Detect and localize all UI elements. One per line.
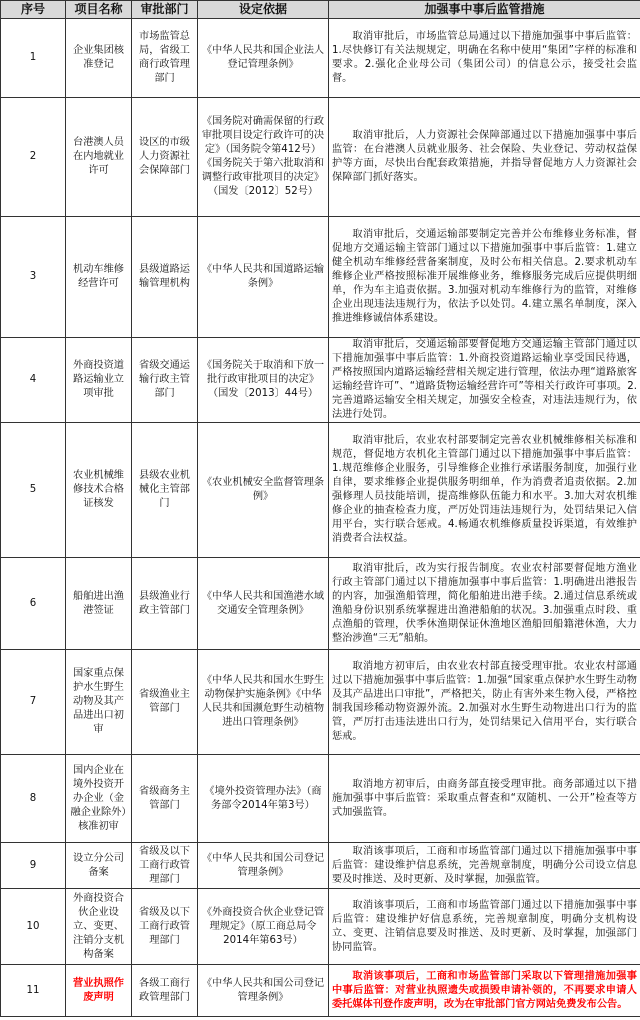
row-legal-basis: 《中华人民共和国公司登记管理条例》 [198, 843, 329, 889]
table-header-row [1, 1, 640, 19]
row-legal-basis: 《境外投资管理办法》（商务部令2014年第3号） [198, 755, 329, 843]
row-index: 1 [1, 19, 66, 98]
row-measures: 取消该事项后，工商和市场监管部门采取以下管理措施加强事中事后监管：对营业执照遗失或损毁申请补领的，不再要求申请人委托媒体刊登作废声明，改为在审批部门官方网站免费发布公告。 [329, 965, 640, 1017]
header-measures: 加强事中事后监管措施 [329, 1, 640, 19]
row-legal-basis: 《中华人民共和国水生野生动物保护实施条例》《中华人民共和国濒危野生动植物进出口管理条例》 [198, 650, 329, 755]
row-measures: 取消审批后，市场监管总局通过以下措施加强事中事后监管：1.尽快修订有关法规规定，明确在名称中使用“集团”字样的标准和要求。2.强化企业母公司（集团公司）的信息公示，接受社会监督。 [329, 19, 640, 98]
row-approval-dept: 省级商务主管部门 [132, 755, 198, 843]
row-measures: 取消审批后，人力资源社会保障部通过以下措施加强事中事后监管：在台港澳人员就业服务、社会保险、失业登记、劳动权益保护等方面，尽快出台配套政策措施，并指导督促地方人力资源社会保障部门抓好落实。 [329, 98, 640, 217]
row-index: 7 [1, 650, 66, 755]
row-legal-basis: 《国务院关于取消和下放一批行政审批项目的决定》（国发〔2013〕44号） [198, 338, 329, 423]
row-approval-dept: 市场监管总局，省级工商行政管理部门 [132, 19, 198, 98]
row-item-name: 外商投资道路运输业立项审批 [66, 338, 132, 423]
row-legal-basis: 《国务院对确需保留的行政审批项目设定行政许可的决定》（国务院令第412号）《国务院关于第六批取消和调整行政审批项目的决定》（国发〔2012〕52号） [198, 98, 329, 217]
row-index: 2 [1, 98, 66, 217]
row-approval-dept: 省级渔业主管部门 [132, 650, 198, 755]
row-measures: 取消地方初审后，由农业农村部直接受理审批。农业农村部通过以下措施加强事中事后监管：1.加强“国家重点保护水生野生动物及其产品进出口审批”，严格把关，防止有害外来生物入侵，严格控制我国珍稀动物资源外流。2.加强对水生野生动物进出口行为的监管，严厉打击违法进出口行为，处罚结果记入信用平台，实行联合惩戒。 [329, 650, 640, 755]
table-row [1, 423, 640, 558]
header-item-name: 项目名称 [66, 1, 132, 19]
table-row [1, 217, 640, 338]
header-index: 序号 [1, 1, 66, 19]
row-legal-basis: 《中华人民共和国公司登记管理条例》 [198, 965, 329, 1017]
row-item-name: 国内企业在境外投资开办企业（金融企业除外）核准初审 [66, 755, 132, 843]
row-index: 9 [1, 843, 66, 889]
row-measures: 取消审批后，交通运输部要制定完善并公布维修业务标准，督促地方交通运输主管部门通过以下措施加强事中事后监管：1.建立健全机动车维修经营备案制度，及时公布相关信息。2.要求机动车维修企业严格按照标准开展维修业务，维修服务完成后应提供明细单，作为车主追责依据。3.加强对机动车维修行为的监管，对维修企业出现违法违规行为，依法予以处罚。4.建立黑名单制度，深入推进维修诚信体系建设。 [329, 217, 640, 338]
row-item-name: 台港澳人员在内地就业许可 [66, 98, 132, 217]
row-index: 3 [1, 217, 66, 338]
row-item-name: 营业执照作废声明 [66, 965, 132, 1017]
row-measures: 取消该事项后，工商和市场监管部门通过以下措施加强事中事后监管：建设维护信息系统，完善规章制度，明确分公司设立信息要及时推送、及时更新、及时掌握，加强监管。 [329, 843, 640, 889]
table-row-highlighted [1, 965, 640, 1017]
row-item-name: 国家重点保护水生野生动物及其产品进出口初审 [66, 650, 132, 755]
header-legal-basis: 设定依据 [198, 1, 329, 19]
row-approval-dept: 设区的市级人力资源社会保障部门 [132, 98, 198, 217]
table-row [1, 755, 640, 843]
table-row [1, 843, 640, 889]
row-approval-dept: 省级及以下工商行政管理部门 [132, 843, 198, 889]
row-item-name: 企业集团核准登记 [66, 19, 132, 98]
row-measures: 取消审批后，改为实行报告制度。农业农村部要督促地方渔业行政主管部门通过以下措施加强事中事后监管：1.明确进出港报告的内容，加强渔船管理，简化船舶进出港手续。2.通过信息系统或渔船身份识别系统掌握进出渔港船舶的状况。3.加强重点时段、重点渔船的管理，伏季休渔期保证休渔地区渔船回船籍港休渔，大力整治涉渔“三无”船舶。 [329, 558, 640, 650]
row-measures: 取消审批后，农业农村部要制定完善农业机械维修相关标准和规范，督促地方农机化主管部门通过以下措施加强事中事后监管：1.规范维修企业服务，引导维修企业推行承诺服务制度，加强行业自律，要求维修企业提供服务明细单，作为消费者追责依据。2.加强修理人员技能培训，提高维修队伍能力和水平。3.加大对农机维修企业的抽查检查力度，严厉处罚违法违规行为，处罚结果记入信用平台，实行联合惩戒。4.畅通农机维修质量投诉渠道，有效维护消费者合法权益。 [329, 423, 640, 558]
row-legal-basis: 《外商投资合伙企业登记管理规定》（原工商总局令2014年第63号） [198, 889, 329, 965]
row-index: 4 [1, 338, 66, 423]
table-row [1, 338, 640, 423]
row-index: 8 [1, 755, 66, 843]
table-row [1, 889, 640, 965]
table-row [1, 650, 640, 755]
row-approval-dept: 各级工商行政管理部门 [132, 965, 198, 1017]
table-row [1, 558, 640, 650]
row-item-name: 机动车维修经营许可 [66, 217, 132, 338]
row-item-name: 农业机械维修技术合格证核发 [66, 423, 132, 558]
table-row [1, 98, 640, 217]
row-item-name: 设立分公司备案 [66, 843, 132, 889]
row-index: 11 [1, 965, 66, 1017]
row-measures: 取消审批后，交通运输部要督促地方交通运输主管部门通过以下措施加强事中事后监管：1.外商投资道路运输业享受国民待遇，严格按照国内道路运输经营相关规定进行管理，依法办理“道路旅客运输经营许可”、“道路货物运输经营许可”等相关行政许可事项。2.完善道路运输安全相关规定，加强安全检查，对违法违规行为，依法进行处罚。 [329, 338, 640, 423]
row-index: 5 [1, 423, 66, 558]
row-approval-dept: 县级农业机械化主管部门 [132, 423, 198, 558]
row-index: 10 [1, 889, 66, 965]
row-legal-basis: 《中华人民共和国道路运输条例》 [198, 217, 329, 338]
row-item-name: 外商投资合伙企业设立、变更、注销分支机构备案 [66, 889, 132, 965]
row-measures: 取消该事项后，工商和市场监管部门通过以下措施加强事中事后监管：建设维护好信息系统，完善规章制度，明确分支机构设立、变更、注销信息要及时推送、及时更新、及时掌握，加强部门协同监管。 [329, 889, 640, 965]
row-approval-dept: 县级渔业行政主管部门 [132, 558, 198, 650]
row-item-name: 船舶进出渔港签证 [66, 558, 132, 650]
row-approval-dept: 省级及以下工商行政管理部门 [132, 889, 198, 965]
row-index: 6 [1, 558, 66, 650]
row-measures: 取消地方初审后，由商务部直接受理审批。商务部通过以下措施加强事中事后监管：采取重点督查和“双随机、一公开”检查等方式加强监管。 [329, 755, 640, 843]
header-approval-dept: 审批部门 [132, 1, 198, 19]
row-approval-dept: 县级道路运输管理机构 [132, 217, 198, 338]
row-legal-basis: 《中华人民共和国企业法人登记管理条例》 [198, 19, 329, 98]
row-legal-basis: 《农业机械安全监督管理条例》 [198, 423, 329, 558]
table-row [1, 19, 640, 98]
row-legal-basis: 《中华人民共和国渔港水域交通安全管理条例》 [198, 558, 329, 650]
row-approval-dept: 省级交通运输行政主管部门 [132, 338, 198, 423]
